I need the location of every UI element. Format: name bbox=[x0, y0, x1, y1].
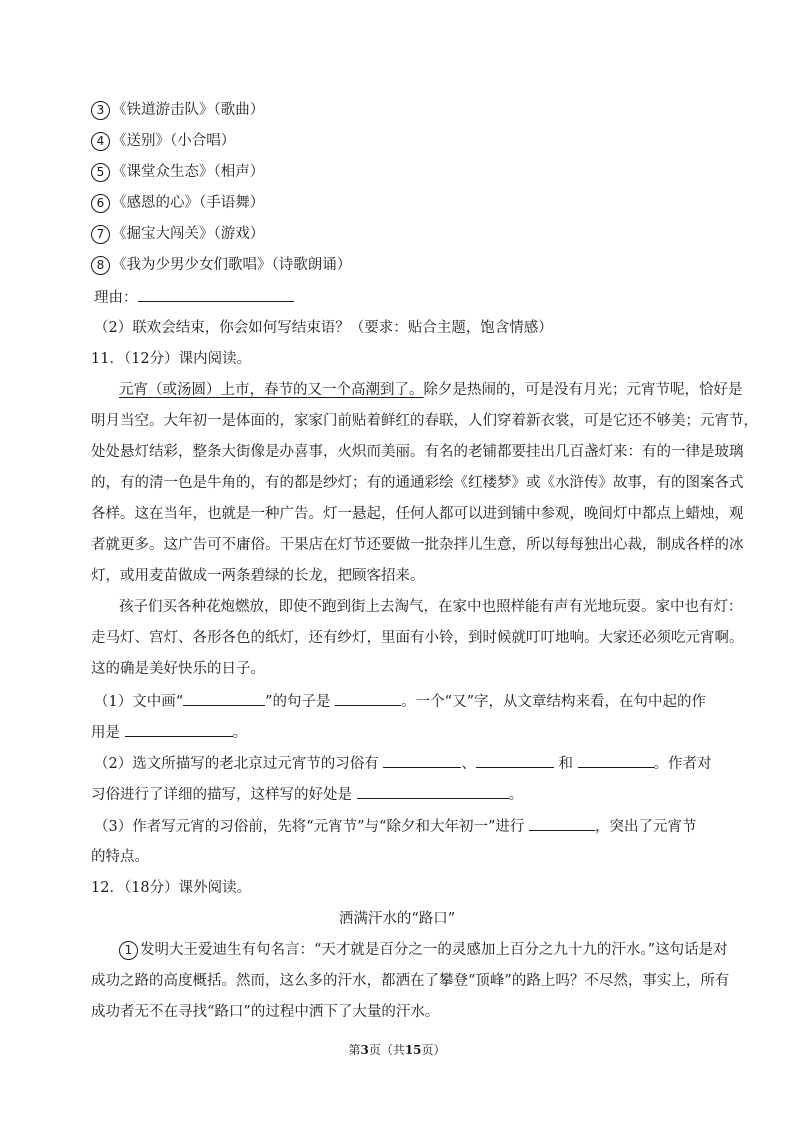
program-item: 5 《课堂众生态》（相声） bbox=[91, 162, 264, 182]
question-11-3: （3）作者写元宵的习俗前，先将“元宵节”与“除夕和大年初一”进行 ，突出了元宵节 bbox=[94, 816, 696, 836]
current-page: 3 bbox=[360, 1043, 369, 1057]
question-11-3-cont: 的特点。 bbox=[91, 849, 149, 865]
page-footer: 第3页（共15页） bbox=[348, 1043, 446, 1057]
paragraph-line: 走马灯、宫灯、各形各色的纸灯，还有纱灯，里面有小铃，到时候就叮叮地响。大家还必须吃元宵啊。 bbox=[91, 630, 744, 646]
paragraph-line: 这的确是美好快乐的日子。 bbox=[91, 661, 265, 677]
circled-number: 6 bbox=[91, 194, 110, 213]
question-11-1-cont: 用是 。 bbox=[91, 722, 247, 742]
article-title: 洒满汗水的“路口” bbox=[338, 911, 456, 927]
program-item: 3 《铁道游击队》（歌曲） bbox=[91, 100, 264, 120]
answer-blank[interactable] bbox=[578, 753, 654, 768]
paragraph-line: 各样。这在当年，也就是一种广告。灯一悬起，任何人都可以进到铺中参观，晚间灯中都点上蜡烛，观 bbox=[91, 506, 744, 522]
circled-number: 1 bbox=[119, 941, 138, 960]
answer-blank[interactable] bbox=[383, 753, 461, 768]
total-pages: 15 bbox=[404, 1043, 422, 1057]
question-11-title: 11．（12分）课内阅读。 bbox=[91, 351, 252, 367]
answer-blank[interactable] bbox=[476, 753, 554, 768]
reason-line: 理由： bbox=[94, 287, 294, 307]
question-11-2: （2）选文所描写的老北京过元宵节的习俗有 、 和 。作者对 bbox=[94, 753, 712, 773]
circled-number: 3 bbox=[91, 101, 110, 120]
answer-blank[interactable] bbox=[529, 816, 595, 831]
paragraph-line: 灯，或用麦苗做成一两条碧绿的长龙，把顾客招来。 bbox=[91, 568, 425, 584]
question-12-title: 12．（18分）课外阅读。 bbox=[91, 880, 252, 896]
program-item: 8 《我为少男少女们歌唱》（诗歌朗诵） bbox=[91, 255, 351, 275]
circled-number: 4 bbox=[91, 132, 110, 151]
paragraph-line: 成功者无不在寻找“路口”的过程中洒下了大量的汗水。 bbox=[91, 1004, 440, 1020]
paragraph-line: 的，有的清一色是牛角的，有的都是纱灯；有的通通彩绘《红楼梦》或《水浒传》故事，有的图案各式 bbox=[91, 475, 744, 491]
paragraph-line: 孩子们买各种花炮燃放，即使不跑到街上去淘气，在家中也照样能有声有光地玩耍。家中也有灯： bbox=[119, 599, 743, 615]
circled-number: 7 bbox=[91, 225, 110, 244]
reason-blank[interactable] bbox=[138, 287, 294, 302]
paragraph-line: 成功之路的高度概括。然而，这么多的汗水，都洒在了攀登“顶峰”的路上吗？不尽然，事实上，所有 bbox=[91, 973, 730, 989]
paragraph-line: 者就更多。这广告可不庸俗。干果店在灯节还要做一批杂拌儿生意，所以每每独出心裁，制成各样的冰 bbox=[91, 537, 744, 553]
underlined-sentence: 元宵（或汤圆）上市，春节的又一个高潮到了。 bbox=[119, 382, 424, 398]
answer-blank[interactable] bbox=[125, 722, 233, 737]
program-item: 6 《感恩的心》（手语舞） bbox=[91, 193, 264, 213]
answer-blank[interactable] bbox=[335, 691, 401, 706]
program-item: 4 《送别》（小合唱） bbox=[91, 131, 235, 151]
circled-number: 8 bbox=[91, 256, 110, 275]
question-11-1: （1）文中画“ ”的句子是 。一个“又”字，从文章结构来看，在句中起的作 bbox=[94, 691, 706, 711]
question-10-2: （2）联欢会结束，你会如何写结束语？（要求：贴合主题，饱含情感） bbox=[94, 320, 553, 336]
program-item: 7 《掘宝大闯关》（游戏） bbox=[91, 224, 264, 244]
paragraph-line: 元宵（或汤圆）上市，春节的又一个高潮到了。除夕是热闹的，可是没有月光；元宵节呢，恰好是 bbox=[119, 382, 743, 398]
question-11-2-cont: 习俗进行了详细的描写，这样写的好处是 。 bbox=[91, 784, 523, 804]
paragraph-line: 处处悬灯结彩，整条大街像是办喜事，火炽而美丽。有名的老铺都要挂出几百盏灯来：有的一律是玻璃 bbox=[91, 444, 744, 460]
answer-blank[interactable] bbox=[183, 691, 265, 706]
answer-blank[interactable] bbox=[357, 784, 509, 799]
circled-number: 5 bbox=[91, 163, 110, 182]
paragraph-line: 明月当空。大年初一是体面的，家家门前贴着鲜红的春联，人们穿着新衣裳，可是它还不够美；元宵节， bbox=[91, 413, 758, 429]
paragraph-line: 1 发明大王爱迪生有句名言：“天才就是百分之一的灵感加上百分之九十九的汗水。”这句话是对 bbox=[119, 940, 728, 960]
